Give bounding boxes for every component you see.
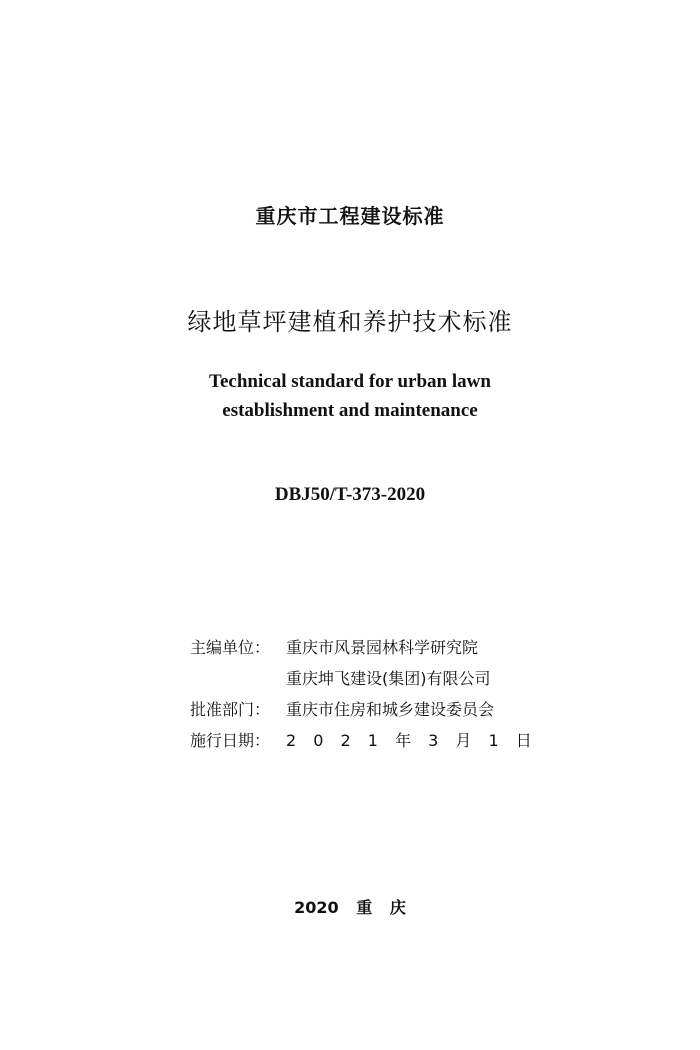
editor-unit-1: 重庆市风景园林科学研究院	[286, 638, 479, 657]
effective-date-label: 施行日期：	[190, 731, 271, 750]
editor-label: 主编单位：	[190, 638, 271, 657]
approver-row	[190, 694, 550, 725]
standard-code: DBJ50/T-373-2020	[274, 484, 426, 505]
editor-row-2	[190, 663, 550, 694]
editor-row	[190, 632, 550, 663]
approver-label: 批准部门：	[190, 700, 271, 719]
standard-title-chinese: 绿地草坪建植和养护技术标准	[187, 308, 513, 336]
series-title: 重庆市工程建设标准	[255, 204, 445, 228]
english-title-line-2: establishment and maintenance	[222, 400, 478, 421]
effective-date: 2 0 2 1 年 3 月 1 日	[286, 731, 538, 750]
effective-date-row	[190, 725, 550, 756]
publication-year-place: 2020 重 庆	[294, 898, 406, 917]
standard-title-english	[0, 367, 700, 425]
approver-department: 重庆市住房和城乡建设委员会	[286, 700, 495, 719]
publication-info	[190, 632, 550, 756]
english-title-line-1: Technical standard for urban lawn	[209, 371, 491, 392]
editor-unit-2: 重庆坤飞建设(集团)有限公司	[286, 669, 491, 688]
